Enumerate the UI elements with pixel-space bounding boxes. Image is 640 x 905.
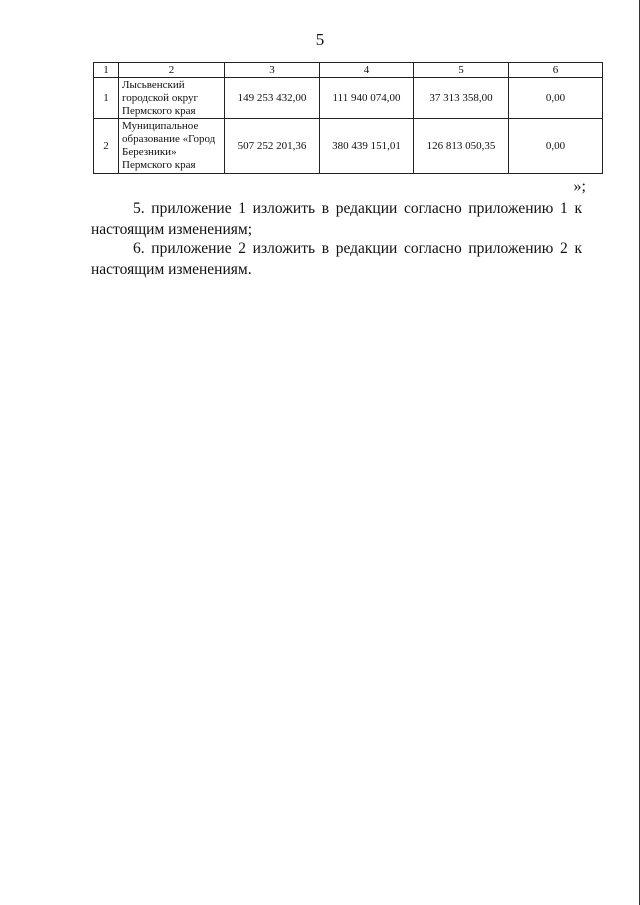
data-table [93, 62, 603, 174]
amount-col-3: 149 253 432,00 [225, 78, 320, 119]
amount-col-4: 111 940 074,00 [320, 78, 414, 119]
table-header-cell: 2 [119, 63, 225, 78]
table-row [94, 78, 603, 119]
amount-col-3: 507 252 201,36 [225, 119, 320, 174]
amount-col-4: 380 439 151,01 [320, 119, 414, 174]
row-number: 2 [94, 119, 119, 174]
closing-quote: »; [573, 178, 586, 195]
amount-col-6: 0,00 [509, 119, 603, 174]
amount-col-5: 37 313 358,00 [414, 78, 509, 119]
table-header-cell: 6 [509, 63, 603, 78]
paragraph-text: 6. приложение 2 изложить в редакции согласно приложению 2 к настоящим изменениям. [91, 240, 582, 278]
paragraph-item-5 [91, 198, 582, 240]
table-header-cell: 4 [320, 63, 414, 78]
paragraph-item-6 [91, 238, 582, 280]
amount-col-5: 126 813 050,35 [414, 119, 509, 174]
table-header-cell: 3 [225, 63, 320, 78]
paragraph-text: 5. приложение 1 изложить в редакции согласно приложению 1 к настоящим изменениям; [91, 200, 582, 238]
row-number: 1 [94, 78, 119, 119]
amount-col-6: 0,00 [509, 78, 603, 119]
table-header-cell: 1 [94, 63, 119, 78]
page-number: 5 [315, 30, 325, 49]
table-header-cell: 5 [414, 63, 509, 78]
table-row [94, 119, 603, 174]
municipality-name: Лысьвенский городской округ Пермского края [119, 78, 225, 119]
municipality-name: Муниципальное образование «Город Березники» Пермского края [119, 119, 225, 174]
table-header-row [94, 63, 603, 78]
